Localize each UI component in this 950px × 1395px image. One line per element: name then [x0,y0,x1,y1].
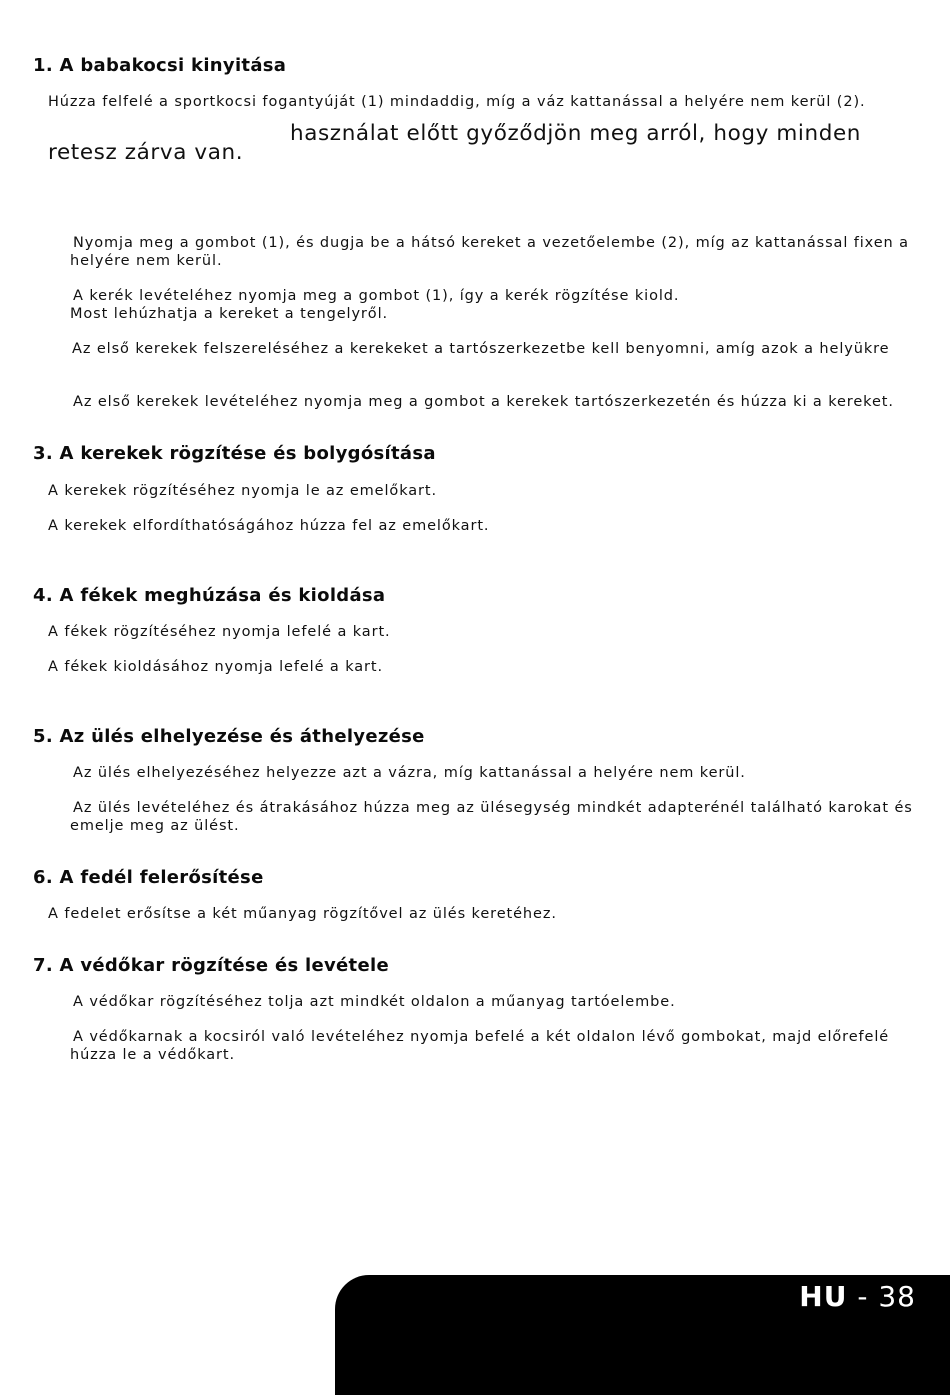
section-4-paragraph-1: A fékek rögzítéséhez nyomja lefelé a kart. [48,624,391,640]
section-3-heading: 3. A kerekek rögzítése és bolygósítása [33,443,436,464]
section-3-paragraph-2: A kerekek elfordíthatóságához húzza fel az emelőkart. [48,518,490,534]
section-6-heading: 6. A fedél felerősítése [33,867,264,888]
section-5-paragraph-1: Az ülés elhelyezéséhez helyezze azt a vázra, míg kattanással a helyére nem kerül. [73,765,746,781]
page-number [799,1280,916,1313]
section-4-paragraph-2: A fékek kioldásához nyomja lefelé a kart. [48,659,383,675]
section-5-paragraph-2-line-1: Az ülés levételéhez és átrakásához húzza meg az ülésegység mindkét adapterénél található karokat és [73,800,913,816]
section-7-heading: 7. A védőkar rögzítése és levétele [33,955,389,976]
section-5-heading: 5. Az ülés elhelyezése és áthelyezése [33,726,425,747]
wheels-paragraph-1-line-1: Nyomja meg a gombot (1), és dugja be a hátsó kereket a vezetőelembe (2), míg az kattanással fixen a [73,235,909,251]
section-1-text: Húzza felfelé a sportkocsi fogantyúját (1) mindaddig, míg a váz kattanással a helyére nem kerül (2). [48,94,866,110]
wheels-paragraph-2-line-1: A kerék levételéhez nyomja meg a gombot (1), így a kerék rögzítése kiold. [73,288,680,304]
language-code: HU [799,1280,848,1313]
page-number-value: 38 [878,1280,916,1313]
section-7-paragraph-2-line-1: A védőkarnak a kocsiról való levételéhez nyomja befelé a két oldalon lévő gombokat, majd előrefelé [73,1029,890,1045]
section-4-heading: 4. A fékek meghúzása és kioldása [33,585,386,606]
wheels-paragraph-4: Az első kerekek levételéhez nyomja meg a gombot a kerekek tartószerkezetén és húzza ki a kereket. [73,394,894,410]
section-5-paragraph-2-line-2: emelje meg az ülést. [70,818,240,834]
page-separator: - [847,1280,879,1313]
wheels-paragraph-1-line-2: helyére nem kerül. [70,253,223,269]
section-1-heading: 1. A babakocsi kinyitása [33,55,287,76]
section-3-paragraph-1: A kerekek rögzítéséhez nyomja le az emelőkart. [48,483,437,499]
wheels-paragraph-3: Az első kerekek felszereléséhez a kerekeket a tartószerkezetbe kell benyomni, amíg azok a helyükre [72,341,890,357]
section-6-paragraph-1: A fedelet erősítse a két műanyag rögzítővel az ülés keretéhez. [48,906,557,922]
wheels-paragraph-2-line-2: Most lehúzhatja a kereket a tengelyről. [70,306,389,322]
section-1-warning-line-1: használat előtt győződjön meg arról, hogy minden [290,121,862,146]
section-7-paragraph-1: A védőkar rögzítéséhez tolja azt mindkét oldalon a műanyag tartóelembe. [73,994,676,1010]
section-1-warning-line-2: retesz zárva van. [48,140,244,165]
section-7-paragraph-2-line-2: húzza le a védőkart. [70,1047,236,1063]
